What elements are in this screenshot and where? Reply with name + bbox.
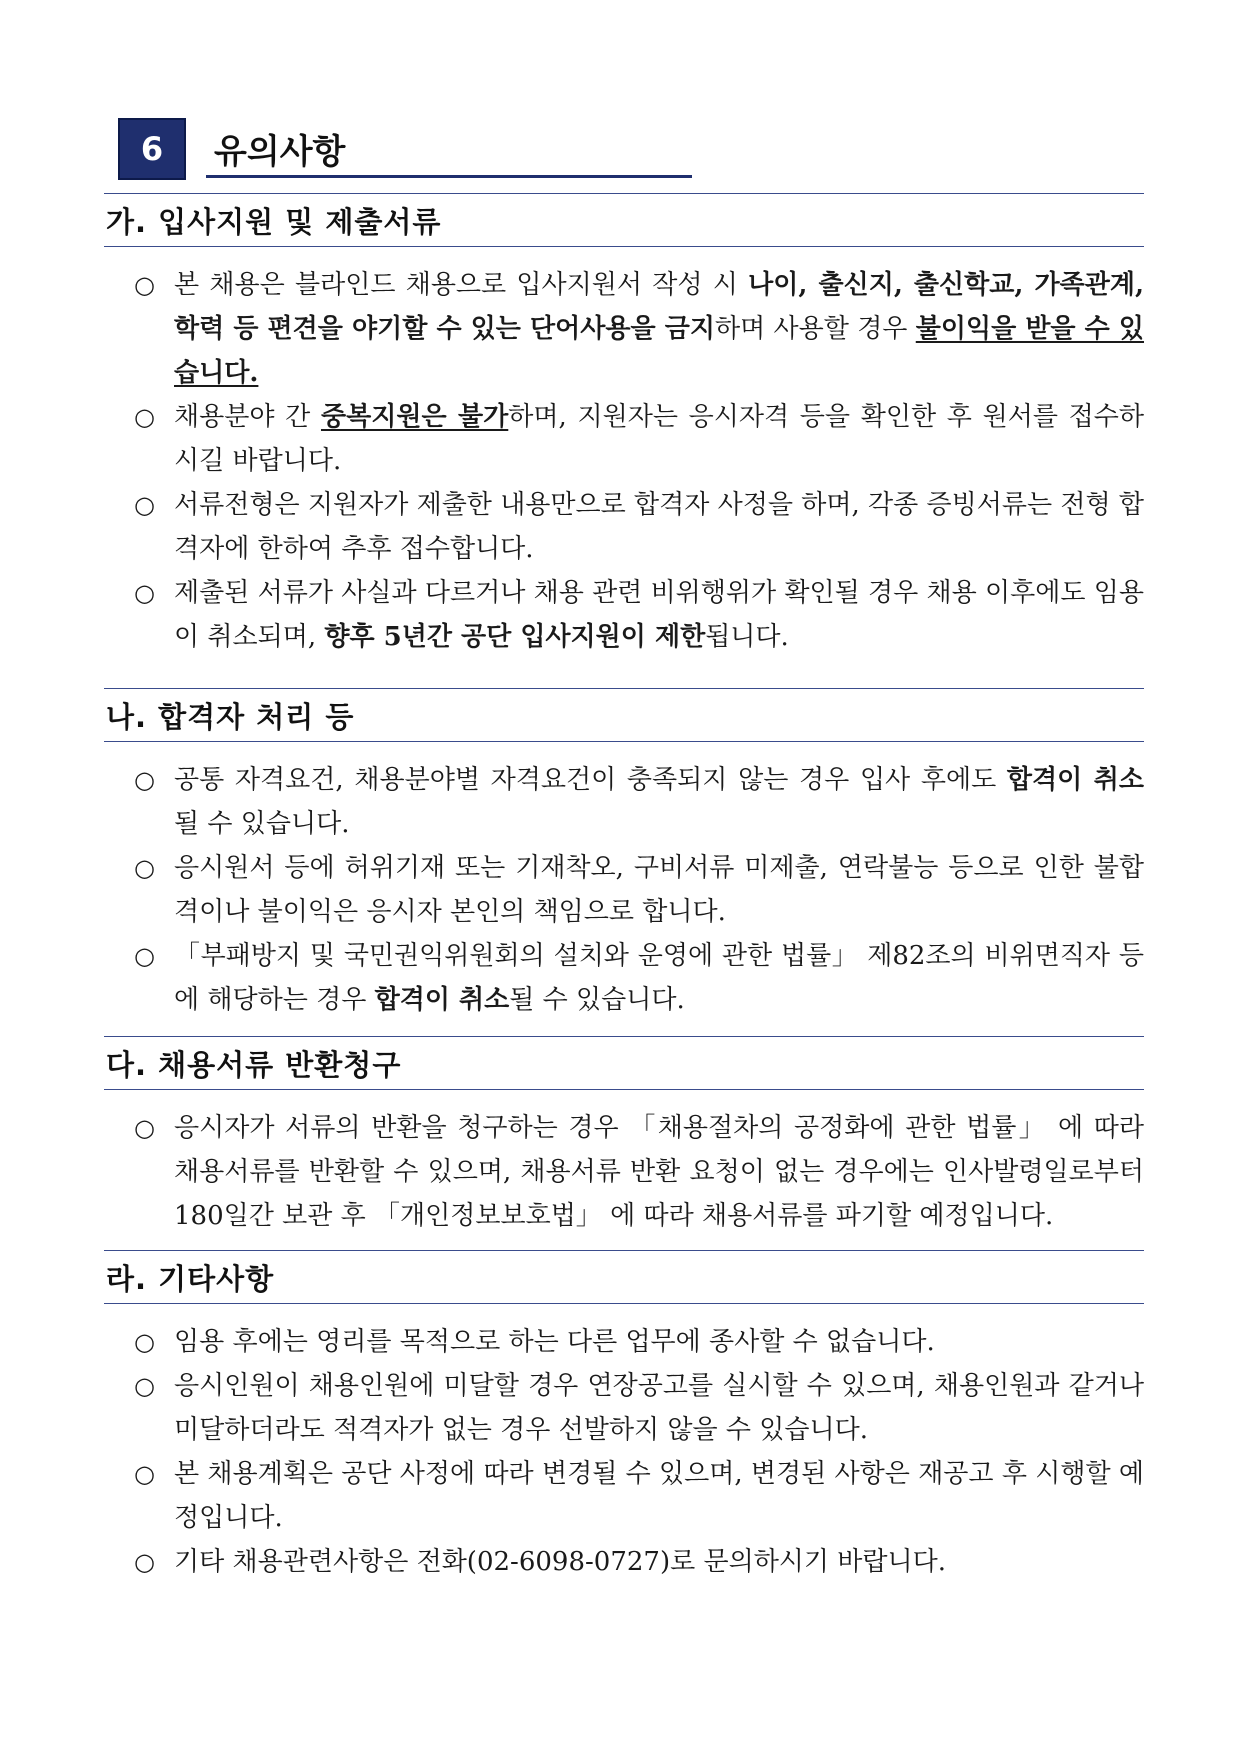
bullet-icon: ○	[134, 1548, 155, 1576]
section-heading	[104, 688, 1144, 742]
bullet-icon: ○	[134, 403, 155, 431]
section-heading-text: 다. 채용서류 반환청구	[106, 1047, 402, 1082]
item-list	[104, 1304, 1144, 1584]
chapter-header	[118, 118, 578, 180]
item-text: 공통 자격요건, 채용분야별 자격요건이 충족되지 않는 경우 입사 후에도	[174, 765, 1007, 795]
item-text: 제출된 서류가 사실과 다르거나 채용 관련 비위행위가 확인될 경우 채용 이후에도 임용이 취소되며,	[174, 578, 1144, 652]
bullet-icon: ○	[134, 1460, 155, 1488]
bullet-icon: ○	[134, 579, 155, 607]
list-item	[104, 758, 1144, 846]
item-bold-text: 합격이 취소	[374, 985, 510, 1015]
section-heading-text: 가. 입사지원 및 제출서류	[106, 204, 442, 239]
item-bold-text: 합격이 취소	[1006, 765, 1144, 795]
section-heading	[104, 193, 1144, 247]
chapter-title: 유의사항	[214, 132, 346, 172]
list-item	[104, 846, 1144, 934]
bullet-icon: ○	[134, 491, 155, 519]
item-bold-underline-text: 불이익을 받을 수 있습니다.	[174, 314, 1144, 388]
item-bold-underline-text: 중복지원은 불가	[320, 402, 509, 432]
item-text: 채용분야 간	[174, 402, 321, 432]
item-list	[104, 247, 1144, 659]
bullet-icon: ○	[134, 1372, 155, 1400]
bullet-icon: ○	[134, 1114, 155, 1142]
item-text: 될 수 있습니다.	[509, 985, 685, 1015]
item-text: 본 채용은 블라인드 채용으로 입사지원서 작성 시	[174, 270, 749, 300]
bullet-icon: ○	[134, 1328, 155, 1356]
list-item	[104, 1320, 1144, 1364]
list-item	[104, 1106, 1144, 1238]
bullet-icon: ○	[134, 942, 155, 970]
item-list	[104, 1090, 1144, 1238]
item-list	[104, 742, 1144, 1022]
list-item	[104, 263, 1144, 395]
item-text: 하며, 지원자는 응시자격 등을 확인한 후 원서를 접수하시길 바랍니다.	[174, 402, 1144, 476]
list-item	[104, 1364, 1144, 1452]
item-text: 본 채용계획은 공단 사정에 따라 변경될 수 있으며, 변경된 사항은 재공고 후 시행할 예정입니다.	[174, 1459, 1144, 1533]
section-heading-text: 라. 기타사항	[106, 1261, 275, 1296]
list-item	[104, 934, 1144, 1022]
item-text: 될 수 있습니다.	[174, 809, 350, 839]
bullet-icon: ○	[134, 854, 155, 882]
item-text: 응시원서 등에 허위기재 또는 기재착오, 구비서류 미제출, 연락불능 등으로 인한 불합격이나 불이익은 응시자 본인의 책임으로 합니다.	[174, 853, 1144, 927]
item-text: 응시인원이 채용인원에 미달할 경우 연장공고를 실시할 수 있으며, 채용인원과 같거나 미달하더라도 적격자가 없는 경우 선발하지 않을 수 있습니다.	[174, 1371, 1144, 1445]
item-text: 하며 사용할 경우	[714, 314, 916, 344]
section-da	[104, 1036, 1144, 1238]
section-ra	[104, 1250, 1144, 1584]
list-item	[104, 395, 1144, 483]
list-item	[104, 571, 1144, 659]
item-text: 서류전형은 지원자가 제출한 내용만으로 합격자 사정을 하며, 각종 증빙서류는 전형 합격자에 한하여 추후 접수합니다.	[174, 490, 1144, 564]
item-text: 임용 후에는 영리를 목적으로 하는 다른 업무에 종사할 수 없습니다.	[174, 1327, 935, 1357]
section-heading	[104, 1036, 1144, 1090]
item-bold-text: 향후 5년간 공단 입사지원이 제한	[324, 622, 706, 652]
bullet-icon: ○	[134, 766, 155, 794]
list-item	[104, 483, 1144, 571]
section-heading	[104, 1250, 1144, 1304]
section-heading-text: 나. 합격자 처리 등	[106, 699, 355, 734]
list-item	[104, 1540, 1144, 1584]
chapter-underline	[206, 175, 692, 178]
item-text: 응시자가 서류의 반환을 청구하는 경우 「채용절차의 공정화에 관한 법률」 에 따라 채용서류를 반환할 수 있으며, 채용서류 반환 요청이 없는 경우에는 인사발령일로부터 180일간 보관 후 「개인정보보호법」 에 따라 채용서류를 파기할 예정입니다.	[174, 1113, 1144, 1231]
item-bold-text: 나이, 출신지, 출신학교, 가족관계, 학력 등 편견을 야기할 수 있는 단어사용을 금지	[174, 270, 1144, 344]
item-text: 「부패방지 및 국민권익위원회의 설치와 운영에 관한 법률」 제82조의 비위면직자 등에 해당하는 경우	[174, 941, 1144, 1015]
section-na	[104, 688, 1144, 1022]
item-text: 됩니다.	[705, 622, 789, 652]
bullet-icon: ○	[134, 271, 155, 299]
section-ga	[104, 193, 1144, 659]
list-item	[104, 1452, 1144, 1540]
item-text: 기타 채용관련사항은 전화(02-6098-0727)로 문의하시기 바랍니다.	[174, 1547, 947, 1577]
chapter-number-badge: 6	[118, 118, 186, 180]
